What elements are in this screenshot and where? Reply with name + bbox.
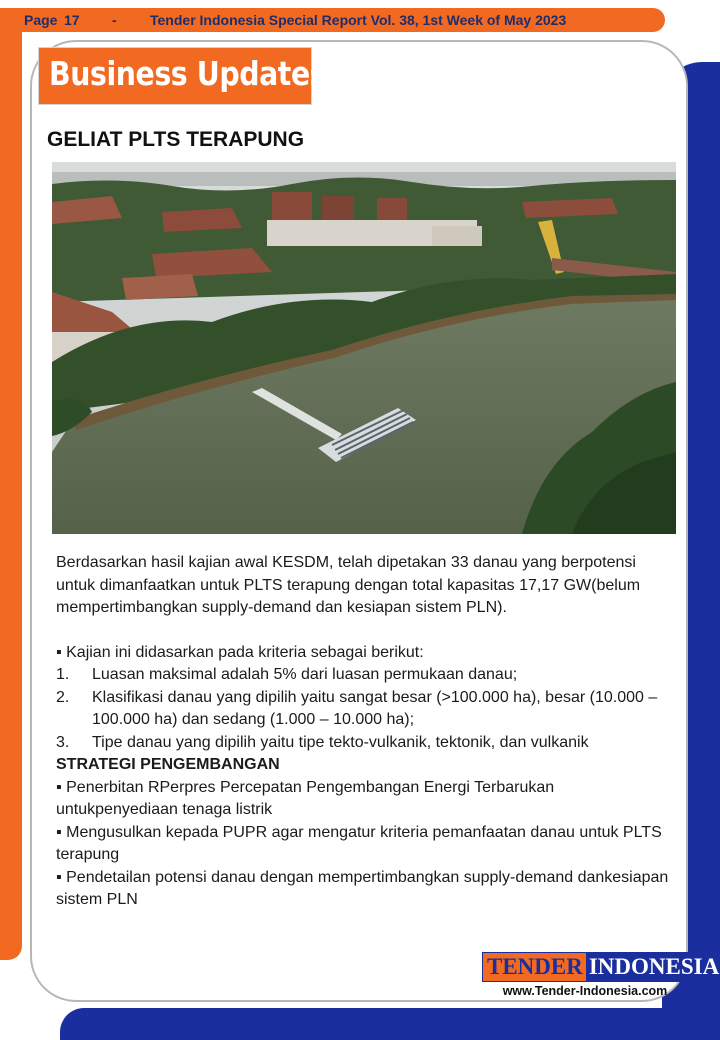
tender-indonesia-logo — [482, 952, 720, 998]
list-number: 3. — [56, 733, 70, 751]
strategy-item: ▪ Mengusulkan kepada PUPR agar mengatur kriteria pemanfaatan danau untuk PLTS terapung — [56, 823, 662, 863]
intro-paragraph: Berdasarkan hasil kajian awal KESDM, telah dipetakan 33 danau yang berpotensi untuk dimanfaatkan untuk PLTS terapung dengan total kapasitas 17,17 GW(belum mempertimbangkan supply-demand dan kesiapan sistem PLN). — [56, 554, 641, 616]
floating-solar-photo — [52, 162, 676, 534]
list-item — [56, 687, 676, 732]
page-label: Page — [24, 12, 58, 28]
list-number: 2. — [56, 688, 70, 706]
article-body — [56, 552, 676, 912]
section-label-text: Business Updates — [49, 54, 327, 93]
list-text: Luasan maksimal adalah 5% dari luasan permukaan danau; — [92, 666, 518, 683]
section-label — [38, 47, 327, 105]
strategy-item: ▪ Penerbitan RPerpres Percepatan Pengembangan Energi Terbarukan untukpenyediaan tenaga listrik — [56, 778, 555, 818]
report-title: Tender Indonesia Special Report Vol. 38, 1st Week of May 2023 — [150, 12, 567, 28]
bottom-blue-accent — [60, 1008, 720, 1040]
list-item — [56, 732, 676, 755]
logo-word-indonesia: INDONESIA — [586, 953, 720, 981]
strategy-heading: STRATEGI PENGEMBANGAN — [56, 756, 280, 773]
strategy-item: ▪ Pendetailan potensi danau dengan mempertimbangkan supply-demand dankesiapan sistem PLN — [56, 868, 669, 908]
list-number: 1. — [56, 666, 70, 683]
page-header — [0, 8, 665, 32]
list-text: Klasifikasi danau yang dipilih yaitu sangat besar (>100.000 ha), besar (10.000 –100.000 ha) dan sedang (1.000 – 10.000 ha); — [92, 688, 658, 728]
page-number: 17 — [64, 12, 80, 28]
logo-url: www.Tender-Indonesia.com — [502, 984, 668, 998]
left-orange-accent — [0, 20, 22, 960]
logo-word-tender: TENDER — [483, 953, 586, 981]
list-text: Tipe danau yang dipilih yaitu tipe tekto-vulkanik, tektonik, dan vulkanik — [92, 733, 589, 751]
header-separator: - — [112, 12, 117, 28]
list-item — [56, 664, 676, 687]
criteria-intro: ▪ Kajian ini didasarkan pada kriteria sebagai berikut: — [56, 643, 424, 661]
article-title: GELIAT PLTS TERAPUNG — [47, 128, 305, 151]
